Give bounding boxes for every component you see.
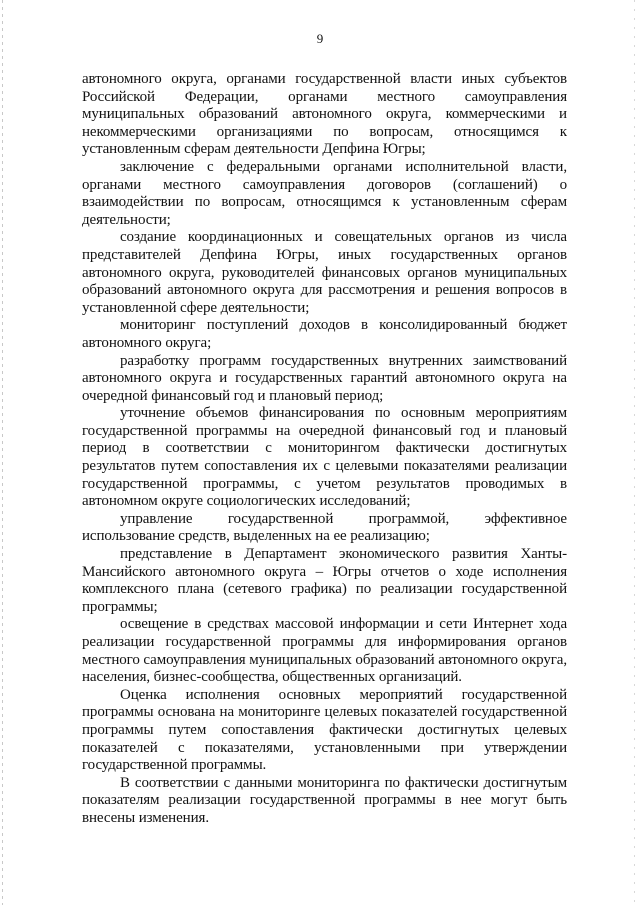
scan-edge-right bbox=[634, 0, 635, 905]
paragraph-evaluation: Оценка исполнения основных мероприятий государственной программы основана на мониторинге целевых показателей государственной программы путем сопоставления фактически достигнутых целевых показателей с показателями, установленными при утверждении государственной программы. bbox=[82, 686, 567, 774]
scan-edge-left bbox=[2, 0, 3, 905]
paragraph-agreements: заключение с федеральными органами исполнительной власти, органами местного самоуправления договоров (соглашений) о взаимодействии по вопросам, относящимся к установленным сферам деятельности; bbox=[82, 158, 567, 228]
paragraph-revenue-monitoring: мониторинг поступлений доходов в консолидированный бюджет автономного округа; bbox=[82, 317, 567, 351]
paragraph-program-management: управление государственной программой, эффективное использование средств, выделенных на ее реализацию; bbox=[82, 510, 567, 545]
paragraph-reporting: представление в Департамент экономического развития Ханты-Мансийского автономного округа – Югры отчетов о ходе исполнения комплексного плана (сетевого графика) по реализации государственной программы; bbox=[82, 546, 567, 615]
page-number: 9 bbox=[316, 31, 324, 46]
paragraph-coordination-bodies: создание координационных и совещательных органов из числа представителей Депфина Югры, иных государственных органов автономного округа, руководителей финансовых органов муниципальных образований автономного округа для рассмотрения и решения вопросов в установленной сфере деятельности; bbox=[82, 229, 567, 316]
paragraph-continued: автономного округа, органами государственной власти иных субъектов Российской Федерации, органами местного самоуправления муниципальных образований автономного округа, коммерческими и некоммерческими организациями по вопросам, относящимся к установленным сферам деятельности Депфина Югры; bbox=[82, 71, 567, 158]
document-body bbox=[82, 71, 567, 828]
paragraph-borrowing-programs: разработку программ государственных внутренних заимствований автономного округа и государственных гарантий автономного округа на очередной финансовый год и плановый период; bbox=[82, 352, 567, 404]
paragraph-amendments: В соответствии с данными мониторинга по фактически достигнутым показателям реализации государственной программы в нее могут быть внесены изменения. bbox=[82, 774, 567, 826]
paragraph-funding-adjustment: уточнение объемов финансирования по основным мероприятиям государственной программы на очередной финансовый год и плановый период в соответствии с мониторингом фактически достигнутых результатов путем сопоставления их с целевыми показателями реализации государственной программы, с учетом результатов проводимых в автономном округе социологических исследований; bbox=[82, 405, 567, 510]
paragraph-media-coverage: освещение в средствах массовой информации и сети Интернет хода реализации государственной программы для информирования органов местного самоуправления муниципальных образований автономного округа, населения, бизнес-сообщества, общественных организаций. bbox=[82, 616, 567, 686]
